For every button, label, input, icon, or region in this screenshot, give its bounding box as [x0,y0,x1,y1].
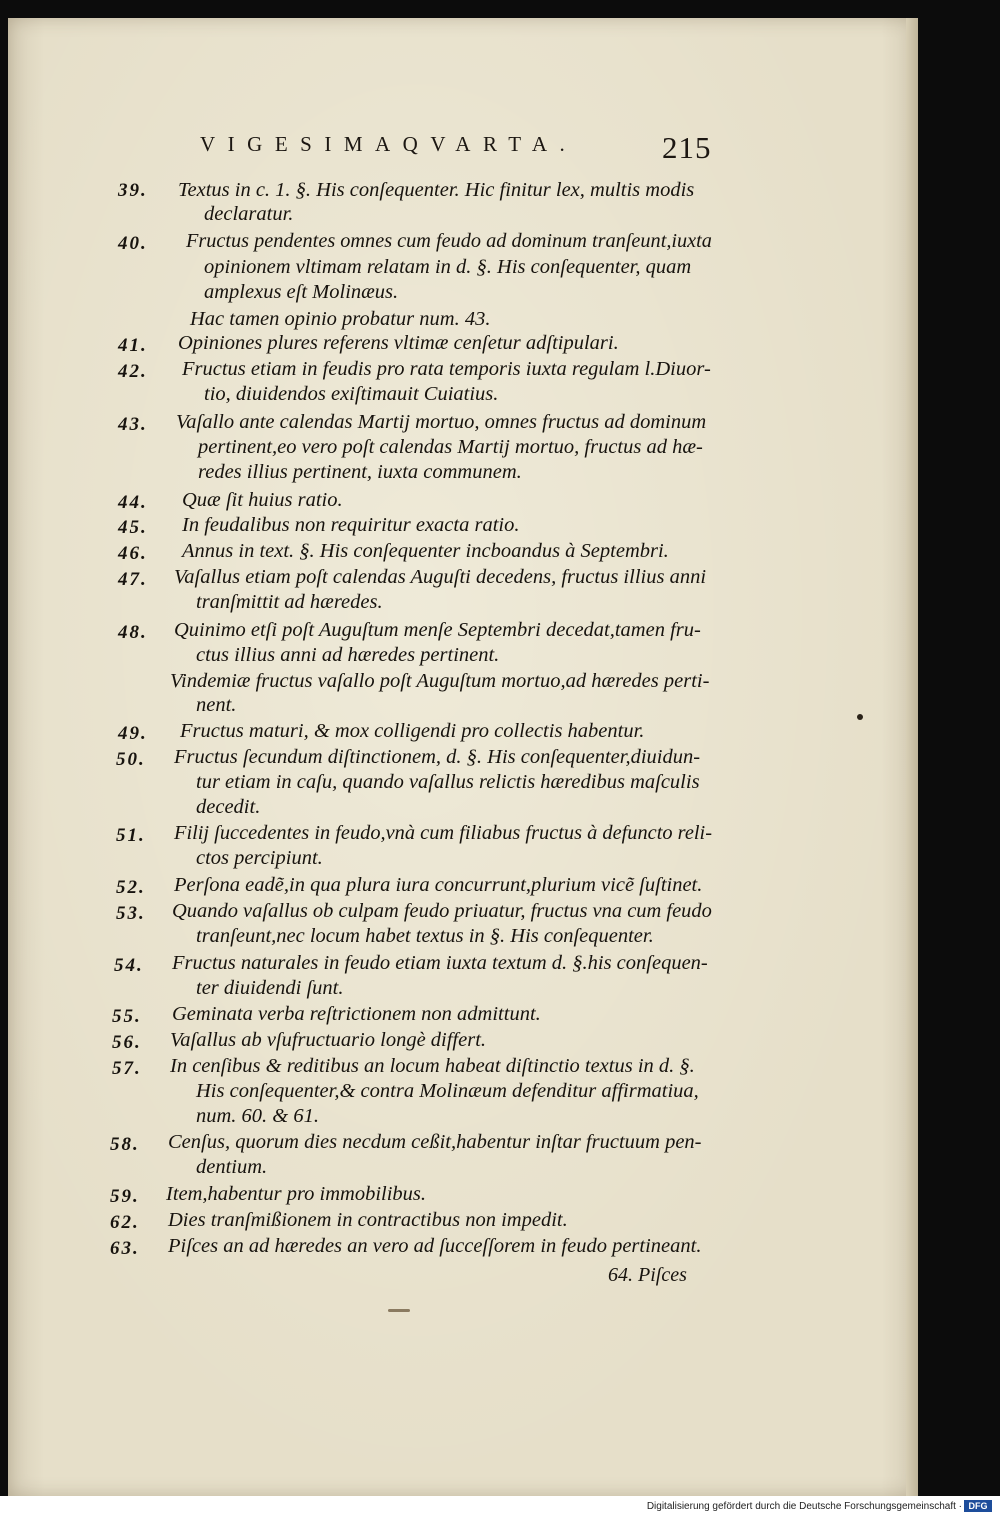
entry-number: 44. [118,492,148,513]
entry-number: 55. [112,1006,142,1027]
entry-line: ctos percipiunt. [196,847,323,869]
entry-line: num. 60. & 61. [196,1105,319,1127]
entry-number: 57. [112,1058,142,1079]
ink-mark [857,714,863,720]
entry-number: 54. [114,955,144,976]
entry-line: Filij ſuccedentes in feudo,vnà cum filiabus fructus à defuncto reli- [174,822,713,844]
catchword: 64. Piſces [608,1264,687,1286]
running-head: VIGESIMAQVARTA. [200,132,578,156]
entry-line: Opiniones plures referens vltimæ cenſetur adſtipulari. [178,332,619,354]
entry-line: Fructus ſecundum diſtinctionem, d. §. His conſequenter,diuidun- [174,746,701,768]
entry-number: 63. [110,1238,140,1259]
entry-line: nent. [196,694,237,716]
entry-line: In feudalibus non requiritur exacta ratio. [182,514,520,536]
entry-line: declaratur. [204,203,294,225]
entry-line: Vaſallus ab vſufructuario longè differt. [170,1029,487,1051]
entry-line: Piſces an ad hæredes an vero ad ſucceſſorem in feudo pertineant. [168,1235,702,1257]
page-number: 215 [662,130,712,165]
entry-line: His conſequenter,& contra Molinæum defenditur affirmatiua, [196,1080,699,1102]
entry-number: 48. [118,622,148,643]
entry-line: Cenſus, quorum dies necdum ceßit,habentur inſtar fructuum pen- [168,1131,702,1153]
entry-line: tur etiam in caſu, quando vaſallus relictis hæredibus maſculis [196,771,700,793]
entry-line: tio, diuidendos exiſtimauit Cuiatius. [204,383,499,405]
entry-number: 43. [118,414,148,435]
entry-line: tranſmittit ad hæredes. [196,591,383,613]
entry-number: 49. [118,723,148,744]
entry-number: 53. [116,903,146,924]
entry-line: opinionem vltimam relatam in d. §. His conſequenter, quam [204,256,692,278]
entry-line: ctus illius anni ad hæredes pertinent. [196,644,500,666]
entry-line: redes illius pertinent, iuxta communem. [198,461,522,483]
entry-line: Vaſallo ante calendas Martij mortuo, omnes fructus ad dominum [176,411,707,433]
entry-line: Quinimo etſi poſt Auguſtum menſe Septembri decedat,tamen fru- [174,619,701,641]
entry-line: Perſona eadẽ,in qua plura iura concurrunt,plurium vicẽ ſuſtinet. [174,874,703,896]
entry-number: 59. [110,1186,140,1207]
entry-line: Item,habentur pro immobilibus. [166,1183,427,1205]
entry-line: Quæ ſit huius ratio. [182,489,343,511]
entry-line: Fructus naturales in feudo etiam iuxta textum d. §.his conſequen- [172,952,708,974]
entry-line: decedit. [196,796,261,818]
entry-line: Fructus etiam in feudis pro rata temporis iuxta regulam l.Diuor- [182,358,711,380]
entry-line: Quando vaſallus ob culpam feudo priuatur, fructus vna cum feudo [172,900,712,922]
entry-number: 40. [118,233,148,254]
entry-number: 39. [118,180,148,201]
entry-line: ter diuidendi ſunt. [196,977,344,999]
ink-smudge [388,1309,410,1312]
entry-number: 58. [110,1134,140,1155]
entry-line: pertinent,eo vero poſt calendas Martij mortuo, fructus ad hæ- [198,436,703,458]
footer-credit: Digitalisierung gefördert durch die Deutsche Forschungsgemeinschaft · [646,1501,962,1512]
entry-number: 42. [118,361,148,382]
entry-line: amplexus eſt Molinæus. [204,281,399,303]
entry-line: Textus in c. 1. §. His conſequenter. Hic finitur lex, multis modis [178,179,695,201]
entry-line: Annus in text. §. His conſequenter incboandus à Septembri. [182,540,669,562]
entry-line: Geminata verba reſtrictionem non admittunt. [172,1003,541,1025]
entry-line: Fructus pendentes omnes cum feudo ad dominum tranſeunt,iuxta [186,230,712,252]
entry-line: Vindemiæ fructus vaſallo poſt Auguſtum mortuo,ad hæredes perti- [170,670,710,692]
entry-number: 56. [112,1032,142,1053]
entry-number: 41. [118,335,148,356]
entry-number: 52. [116,877,146,898]
entry-line: Hac tamen opinio probatur num. 43. [190,308,491,330]
entry-number: 51. [116,825,146,846]
dfg-logo: DFG [964,1500,992,1512]
entry-number: 62. [110,1212,140,1233]
entry-line: Vaſallus etiam poſt calendas Auguſti decedens, fructus illius anni [174,566,707,588]
entry-number: 46. [118,543,148,564]
entry-line: In cenſibus & reditibus an locum habeat diſtinctio textus in d. §. [170,1055,695,1077]
entry-line: dentium. [196,1156,268,1178]
entry-line: Fructus maturi, & mox colligendi pro collectis habentur. [180,720,645,742]
entry-number: 50. [116,749,146,770]
entry-line: Dies tranſmißionem in contractibus non impedit. [168,1209,568,1231]
entry-line: tranſeunt,nec locum habet textus in §. His conſequenter. [196,925,654,947]
entry-number: 47. [118,569,148,590]
entry-number: 45. [118,517,148,538]
